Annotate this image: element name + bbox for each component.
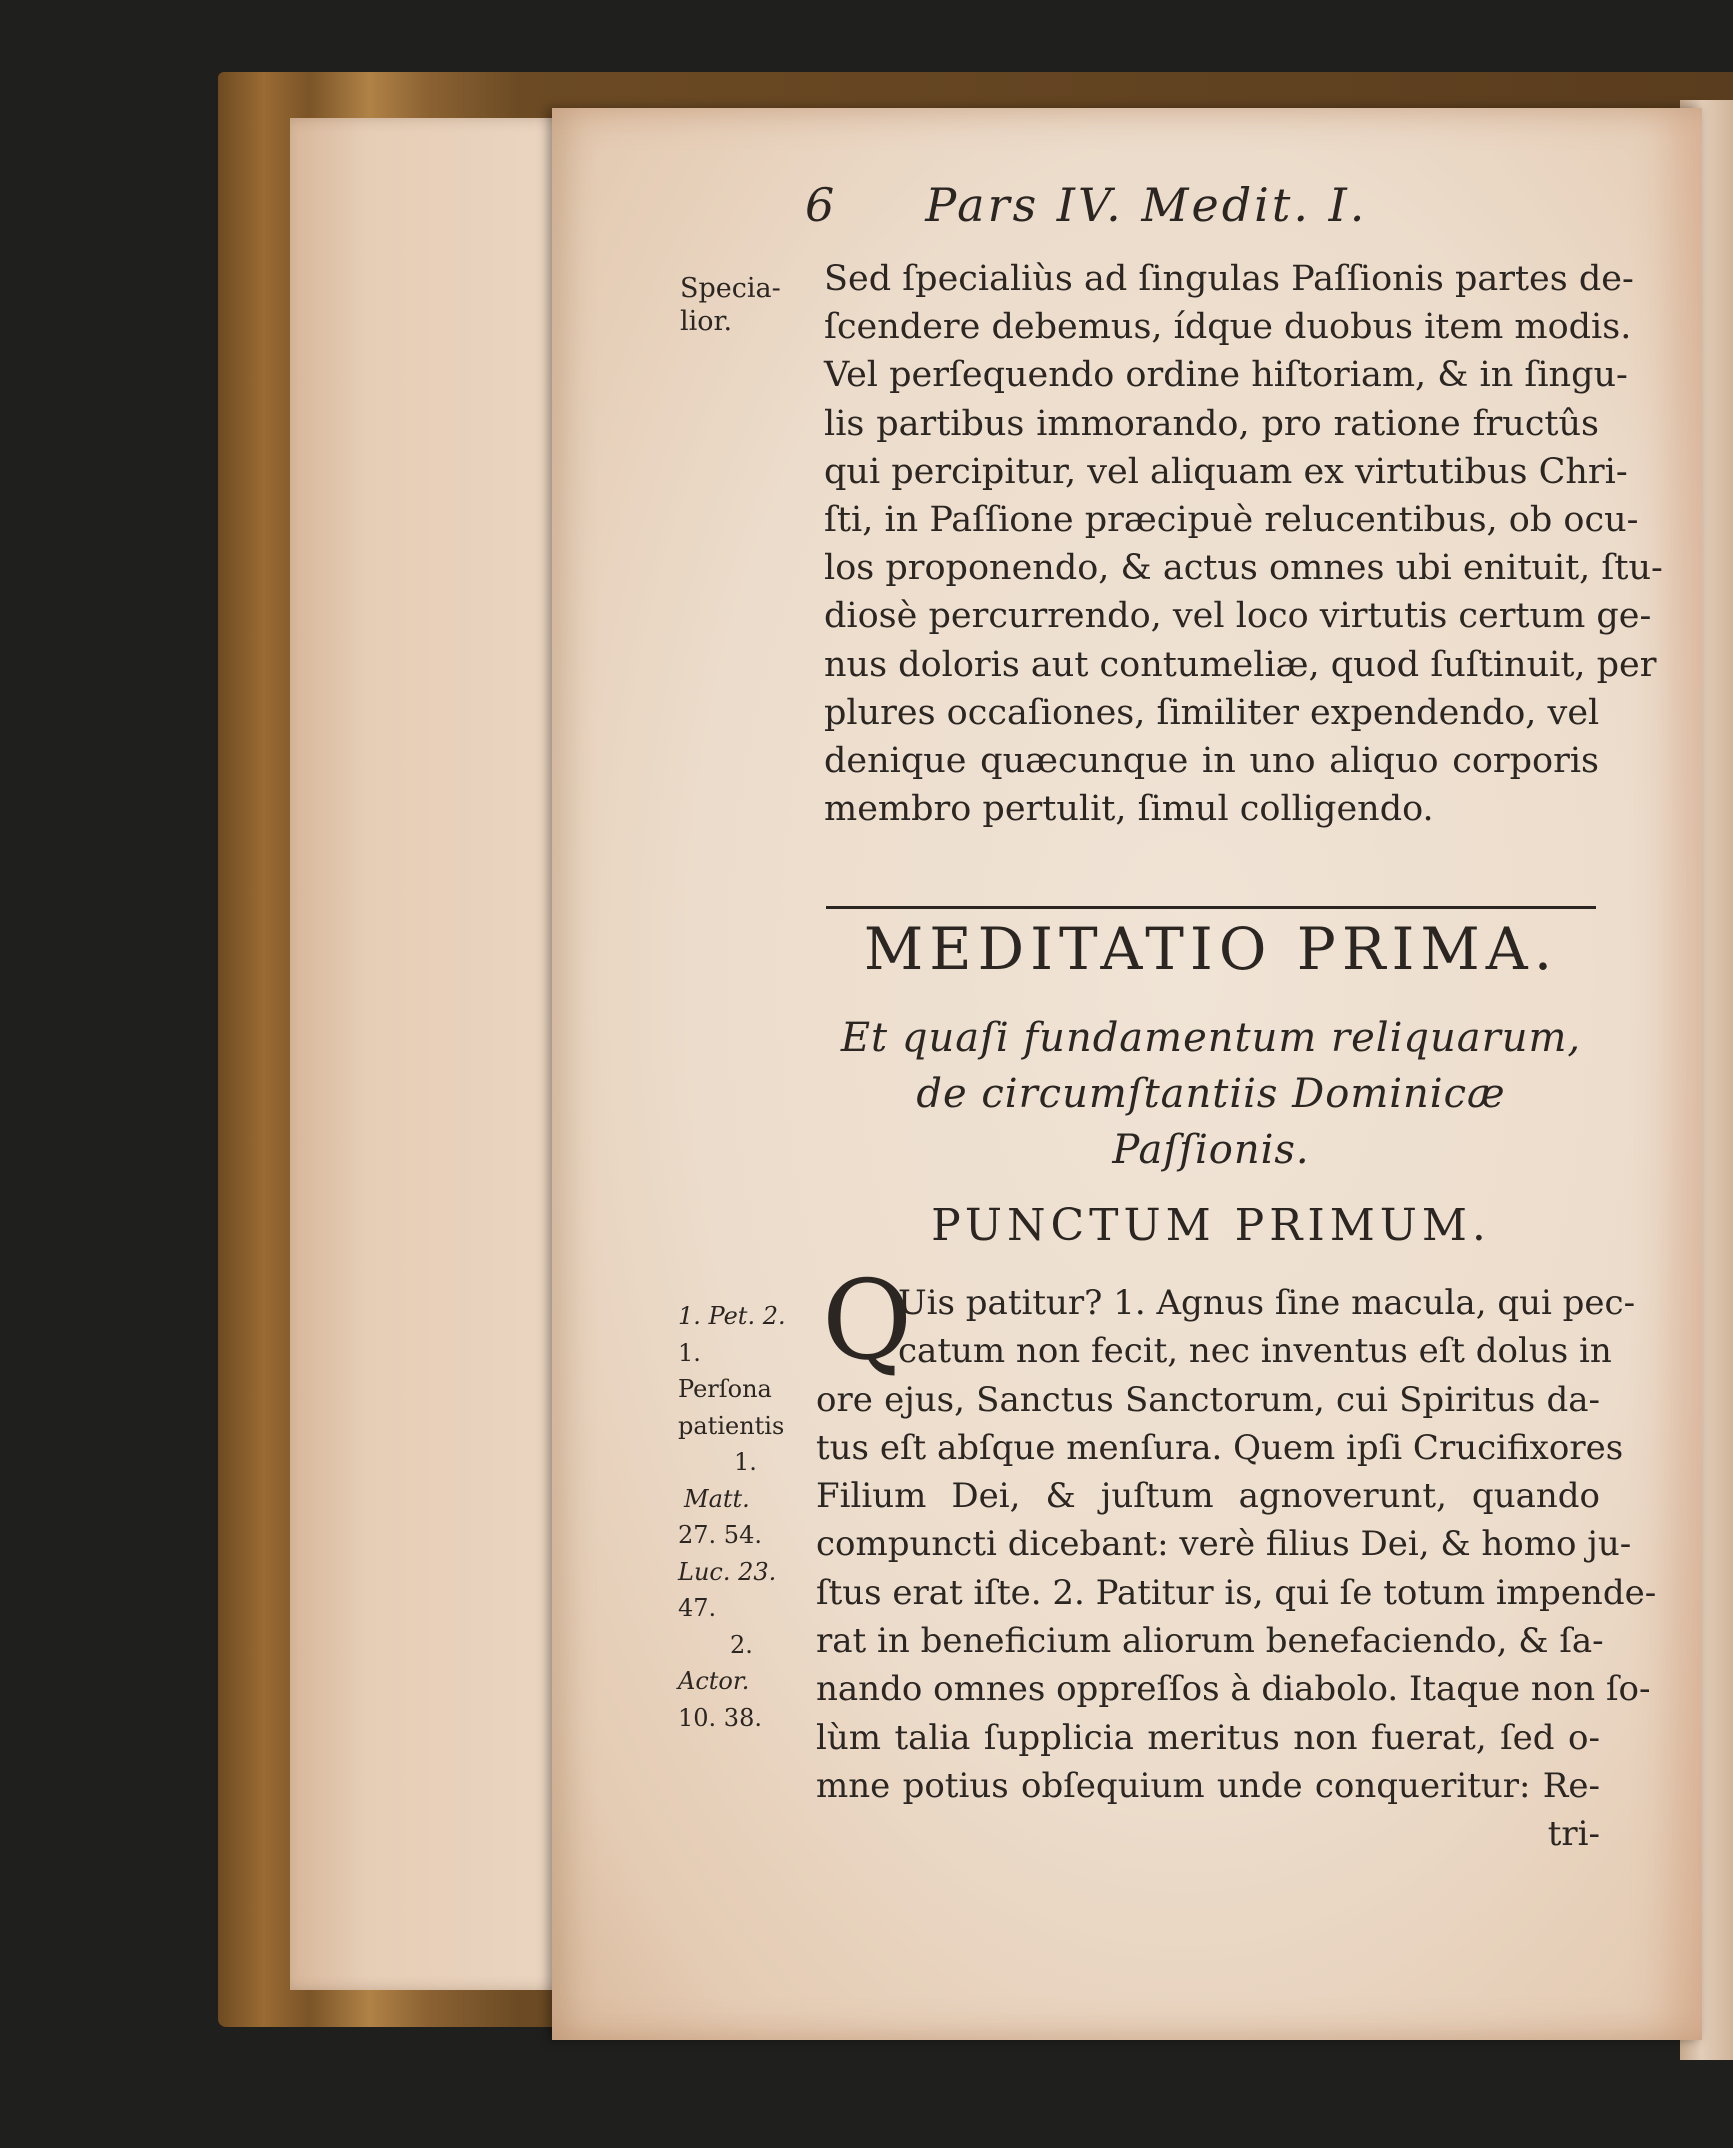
text-line: catum non fecit, nec inventus eſt dolus in bbox=[898, 1331, 1612, 1372]
text-line: qui percipitur, vel aliquam ex virtutibus Chri- bbox=[824, 451, 1628, 492]
sidenote-line: 27. 54. bbox=[678, 1521, 762, 1549]
drop-cap: Q bbox=[822, 1256, 913, 1384]
text-line: los proponendo, & actus omnes ubi enituit, ſtu- bbox=[824, 548, 1663, 589]
subtitle-line: Et quaſi fundamentum reliquarum, bbox=[840, 1015, 1582, 1061]
section-heading: PUNCTUM PRIMUM. bbox=[931, 1200, 1491, 1251]
text-line: ſtus erat iſte. 2. Patitur is, qui ſe totum impende- bbox=[816, 1572, 1657, 1613]
text-line: Filium Dei, & juſtum agnoverunt, quando bbox=[816, 1476, 1600, 1517]
sidenote-line: patientis bbox=[678, 1411, 785, 1440]
text-line: membro pertulit, ſimul colligendo. bbox=[824, 789, 1434, 830]
text-line: Sed ſpecialiùs ad ſingulas Paſſionis partes de- bbox=[824, 259, 1634, 299]
sidenote-line: 1. bbox=[678, 1338, 701, 1367]
catchword: tri- bbox=[1547, 1814, 1600, 1855]
text-line: rat in beneficium aliorum benefaciendo, & ſa- bbox=[816, 1621, 1604, 1662]
paragraph-2 bbox=[816, 1279, 1657, 1859]
page-number: 6 bbox=[805, 178, 838, 232]
meditation-subtitle bbox=[826, 1010, 1596, 1178]
sidenote-line: 1. Pet. 2. bbox=[678, 1302, 786, 1330]
text-line: denique quæcunque in uno aliquo corporis bbox=[824, 740, 1599, 781]
sidenote-line: 47. bbox=[678, 1594, 717, 1622]
sidenotes-margin bbox=[678, 1298, 786, 1736]
text-line: diosè percurrendo, vel loco virtutis certum ge- bbox=[824, 596, 1652, 637]
sidenote-line: Luc. 23. bbox=[678, 1557, 777, 1586]
sidenote-line: Actor. bbox=[678, 1667, 750, 1695]
meditation-title: MEDITATIO PRIMA. bbox=[863, 915, 1559, 983]
running-title: Pars IV. Medit. I. bbox=[925, 178, 1368, 232]
sidenote-line: Perſona bbox=[678, 1375, 772, 1403]
text-line: mne potius obſequium unde conqueritur: Re- bbox=[816, 1765, 1600, 1806]
sidenote-specialior bbox=[680, 272, 781, 338]
sidenote-line: 10. 38. bbox=[678, 1703, 762, 1732]
text-line: nando omnes oppreſſos à diabolo. Itaque non ſo- bbox=[816, 1669, 1651, 1710]
text-line: lùm talia ſupplicia meritus non fuerat, ſed o- bbox=[816, 1717, 1600, 1758]
text-line: tus eſt abſque menſura. Quem ipſi Crucifixores bbox=[816, 1427, 1624, 1468]
sidenote-line: lior. bbox=[680, 306, 733, 337]
section-rule bbox=[826, 906, 1596, 909]
text-line: ore ejus, Sanctus Sanctorum, cui Spiritus da- bbox=[816, 1379, 1600, 1420]
text-line: nus doloris aut contumeliæ, quod ſuſtinuit, per bbox=[824, 644, 1657, 685]
sidenote-line: Matt. bbox=[684, 1484, 750, 1513]
text-line: compuncti dicebant: verè filius Dei, & homo ju- bbox=[816, 1524, 1632, 1565]
text-line: plures occaſiones, ſimiliter expendendo, vel bbox=[824, 692, 1600, 733]
text-line: ſcendere debemus, ídque duobus item modis. bbox=[824, 307, 1632, 348]
sidenote-line: 2. bbox=[730, 1630, 753, 1659]
sidenote-line: Specia- bbox=[680, 273, 781, 304]
text-line: lis partibus immorando, pro ratione fructûs bbox=[824, 403, 1599, 444]
sidenote-line: 1. bbox=[734, 1448, 757, 1476]
subtitle-line: Paſſionis. bbox=[1112, 1127, 1310, 1173]
text-line: ſti, in Paſſione præcipuè relucentibus, ob ocu- bbox=[824, 499, 1639, 540]
text-line: Uis patitur? 1. Agnus ſine macula, qui pec- bbox=[898, 1283, 1636, 1323]
subtitle-line: de circumſtantiis Dominicæ bbox=[916, 1071, 1506, 1117]
paragraph-1 bbox=[824, 255, 1663, 833]
running-header bbox=[805, 178, 1405, 232]
text-line: Vel perſequendo ordine hiſtoriam, & in ſingu- bbox=[824, 355, 1628, 396]
